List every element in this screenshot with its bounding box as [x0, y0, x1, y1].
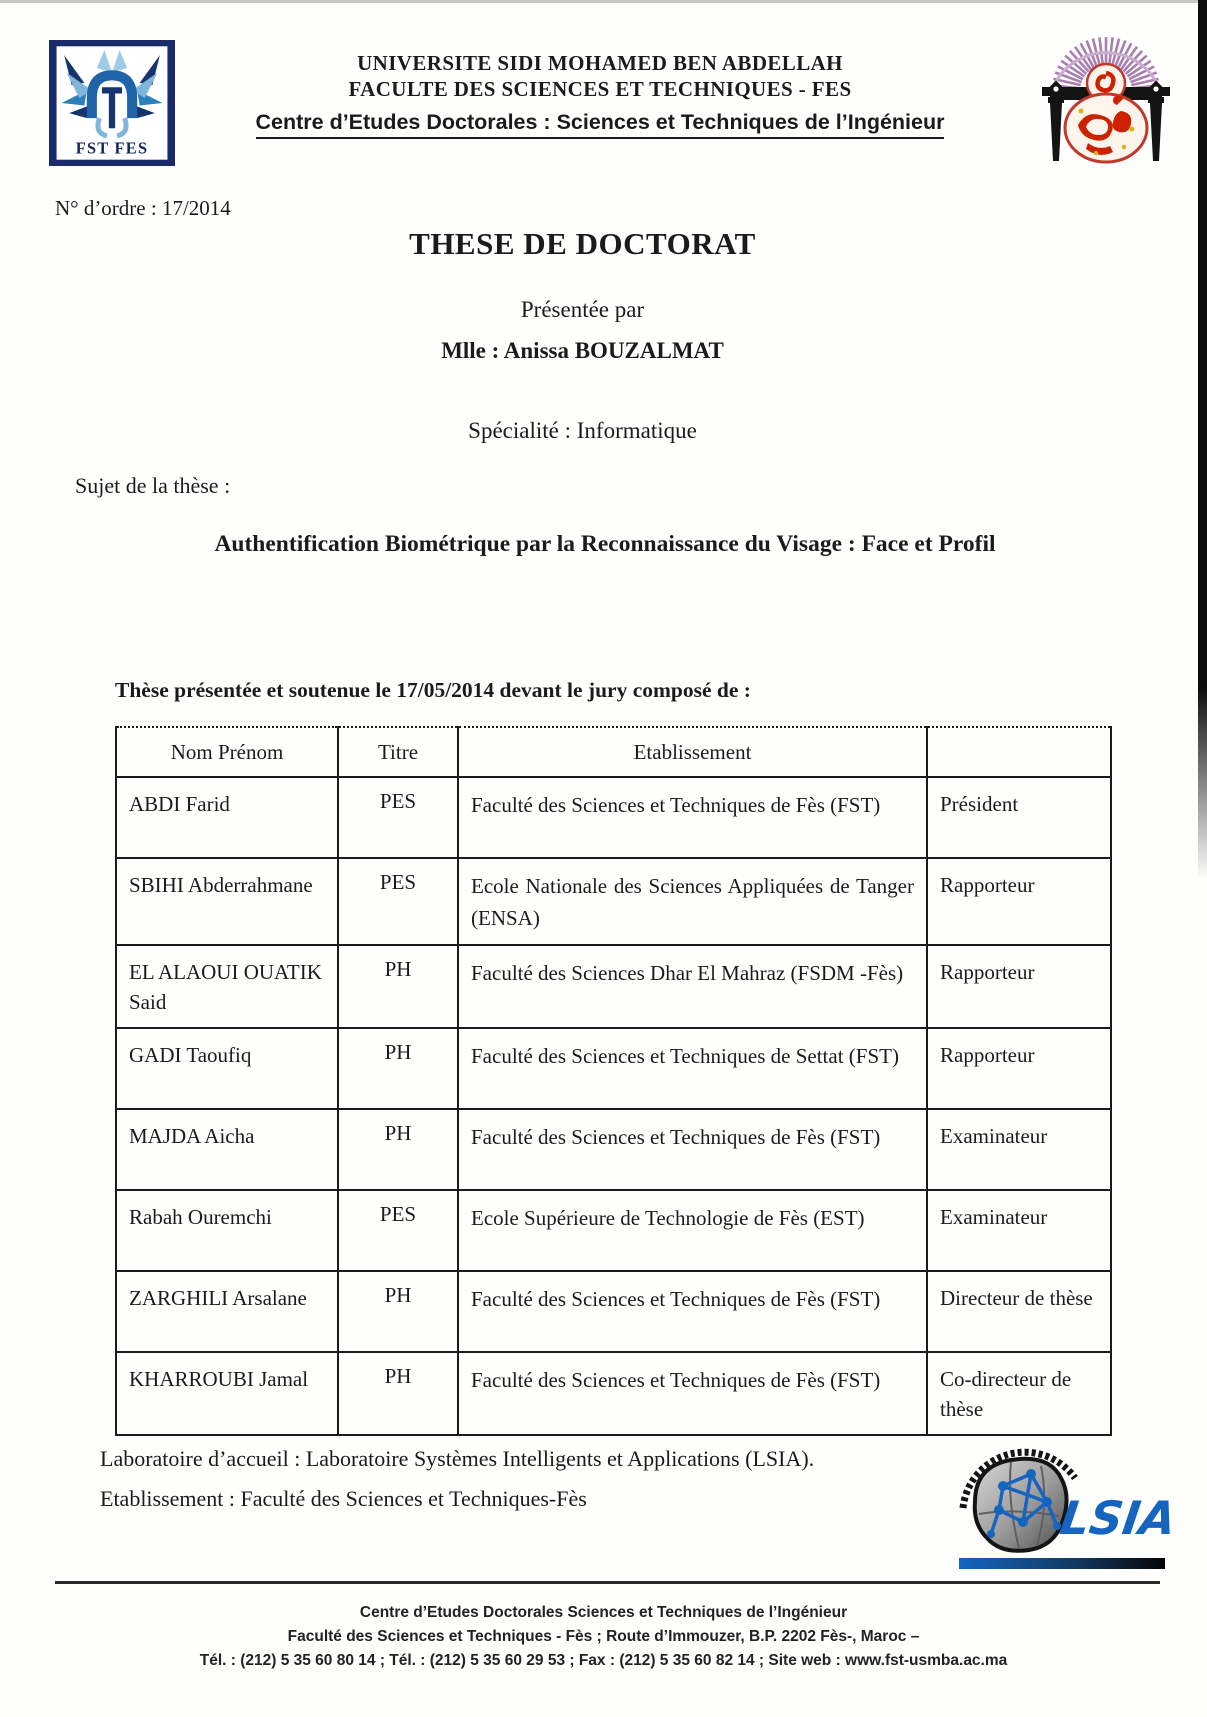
cell-role: Examinateur [927, 1190, 1111, 1271]
col-header-title: Titre [338, 727, 458, 777]
cell-name: ABDI Farid [116, 777, 338, 858]
cell-inst: Faculté des Sciences et Techniques de Fès (FST) [458, 1352, 927, 1435]
col-header-name: Nom Prénom [116, 727, 338, 777]
cell-name: ZARGHILI Arsalane [116, 1271, 338, 1352]
specialty-line: Spécialité : Informatique [468, 418, 697, 443]
jury-intro-line: Thèse présentée et soutenue le 17/05/2014 devant le jury composé de : [115, 678, 751, 702]
thesis-title: Authentification Biométrique par la Reconnaissance du Visage : Face et Profil [214, 531, 996, 557]
cell-inst: Ecole Supérieure de Technologie de Fès (EST) [458, 1190, 927, 1271]
jury-table-row [116, 777, 1111, 858]
fst-fes-logo-icon [48, 40, 176, 166]
cell-inst: Faculté des Sciences et Techniques de Fès (FST) [458, 1109, 927, 1190]
host-lab-line: Laboratoire d’accueil : Laboratoire Systèmes Intelligents et Applications (LSIA). [100, 1446, 815, 1471]
footer-line-contact: Tél. : (212) 5 35 60 80 14 ; Tél. : (212) 5 35 60 29 53 ; Fax : (212) 5 35 60 82 14 ; Site web : www.fst-usmba.ac.ma [199, 1652, 1008, 1669]
cell-role: Directeur de thèse [927, 1271, 1111, 1352]
cell-title: PES [338, 1190, 458, 1271]
col-header-institution: Etablissement [458, 727, 927, 777]
scan-right-edge [1198, 0, 1207, 880]
footer-line-center: Centre d’Etudes Doctorales Sciences et Techniques de l’Ingénieur [359, 1604, 848, 1621]
jury-table-row [116, 1352, 1111, 1435]
footer-separator [55, 1581, 1160, 1584]
cell-role: Examinateur [927, 1109, 1111, 1190]
candidate-name: Mlle : Anissa BOUZALMAT [441, 338, 724, 363]
header-block [185, 50, 1015, 139]
jury-table-body [116, 777, 1111, 1435]
footer-line-address: Faculté des Sciences et Techniques - Fès ; Route d’Immouzer, B.P. 2202 Fès-, Maroc – [287, 1628, 920, 1645]
jury-table-row [116, 858, 1111, 945]
university-name: UNIVERSITE SIDI MOHAMED BEN ABDELLAH [357, 51, 843, 75]
jury-table-header [116, 727, 1111, 777]
jury-table-row [116, 1190, 1111, 1271]
subject-label: Sujet de la thèse : [75, 473, 231, 498]
jury-table-row [116, 1271, 1111, 1352]
fst-fes-logo [48, 40, 176, 166]
faculty-name: FACULTE DES SCIENCES ET TECHNIQUES - FES [348, 77, 852, 101]
cell-role: Président [927, 777, 1111, 858]
usmba-seal-logo [1024, 33, 1188, 173]
cell-name: KHARROUBI Jamal [116, 1352, 338, 1435]
cell-name: SBIHI Abderrahmane [116, 858, 338, 945]
jury-table-row [116, 1109, 1111, 1190]
lsia-logo-text: LSIA [1056, 1491, 1180, 1545]
jury-table [115, 726, 1112, 1436]
usmba-seal-icon [1024, 33, 1188, 173]
cell-inst: Faculté des Sciences Dhar El Mahraz (FSDM -Fès) [458, 945, 927, 1028]
scan-top-edge [0, 0, 1207, 3]
presented-by-label: Présentée par [520, 297, 645, 322]
cell-inst: Faculté des Sciences et Techniques de Fès (FST) [458, 1271, 927, 1352]
cell-title: PES [338, 777, 458, 858]
jury-table-row [116, 945, 1111, 1028]
order-number: N° d’ordre : 17/2014 [55, 196, 231, 220]
cell-name: EL ALAOUI OUATIK Said [116, 945, 338, 1028]
cell-title: PH [338, 1109, 458, 1190]
footer-block [0, 1601, 1207, 1673]
cell-role: Co-directeur de thèse [927, 1352, 1111, 1435]
lsia-logo [945, 1430, 1180, 1578]
establishment-line: Etablissement : Faculté des Sciences et Techniques-Fès [100, 1486, 587, 1511]
col-header-role [927, 727, 1111, 777]
fst-fes-logo-text: FST FES [75, 138, 149, 158]
cell-title: PES [338, 858, 458, 945]
cell-name: MAJDA Aicha [116, 1109, 338, 1190]
cell-role: Rapporteur [927, 858, 1111, 945]
cell-inst: Ecole Nationale des Sciences Appliquées de Tanger (ENSA) [458, 858, 927, 945]
cell-title: PH [338, 1028, 458, 1109]
cell-title: PH [338, 1271, 458, 1352]
cell-title: PH [338, 1352, 458, 1435]
cell-role: Rapporteur [927, 945, 1111, 1028]
cell-name: GADI Taoufiq [116, 1028, 338, 1109]
lsia-brain-icon [945, 1430, 1180, 1578]
doctoral-center-name: Centre d’Etudes Doctorales : Sciences et Techniques de l’Ingénieur [256, 110, 945, 139]
cell-title: PH [338, 945, 458, 1028]
cell-role: Rapporteur [927, 1028, 1111, 1109]
cell-inst: Faculté des Sciences et Techniques de Settat (FST) [458, 1028, 927, 1109]
jury-table-row [116, 1028, 1111, 1109]
cell-inst: Faculté des Sciences et Techniques de Fès (FST) [458, 777, 927, 858]
cell-name: Rabah Ouremchi [116, 1190, 338, 1271]
document-title: THESE DE DOCTORAT [409, 226, 756, 261]
